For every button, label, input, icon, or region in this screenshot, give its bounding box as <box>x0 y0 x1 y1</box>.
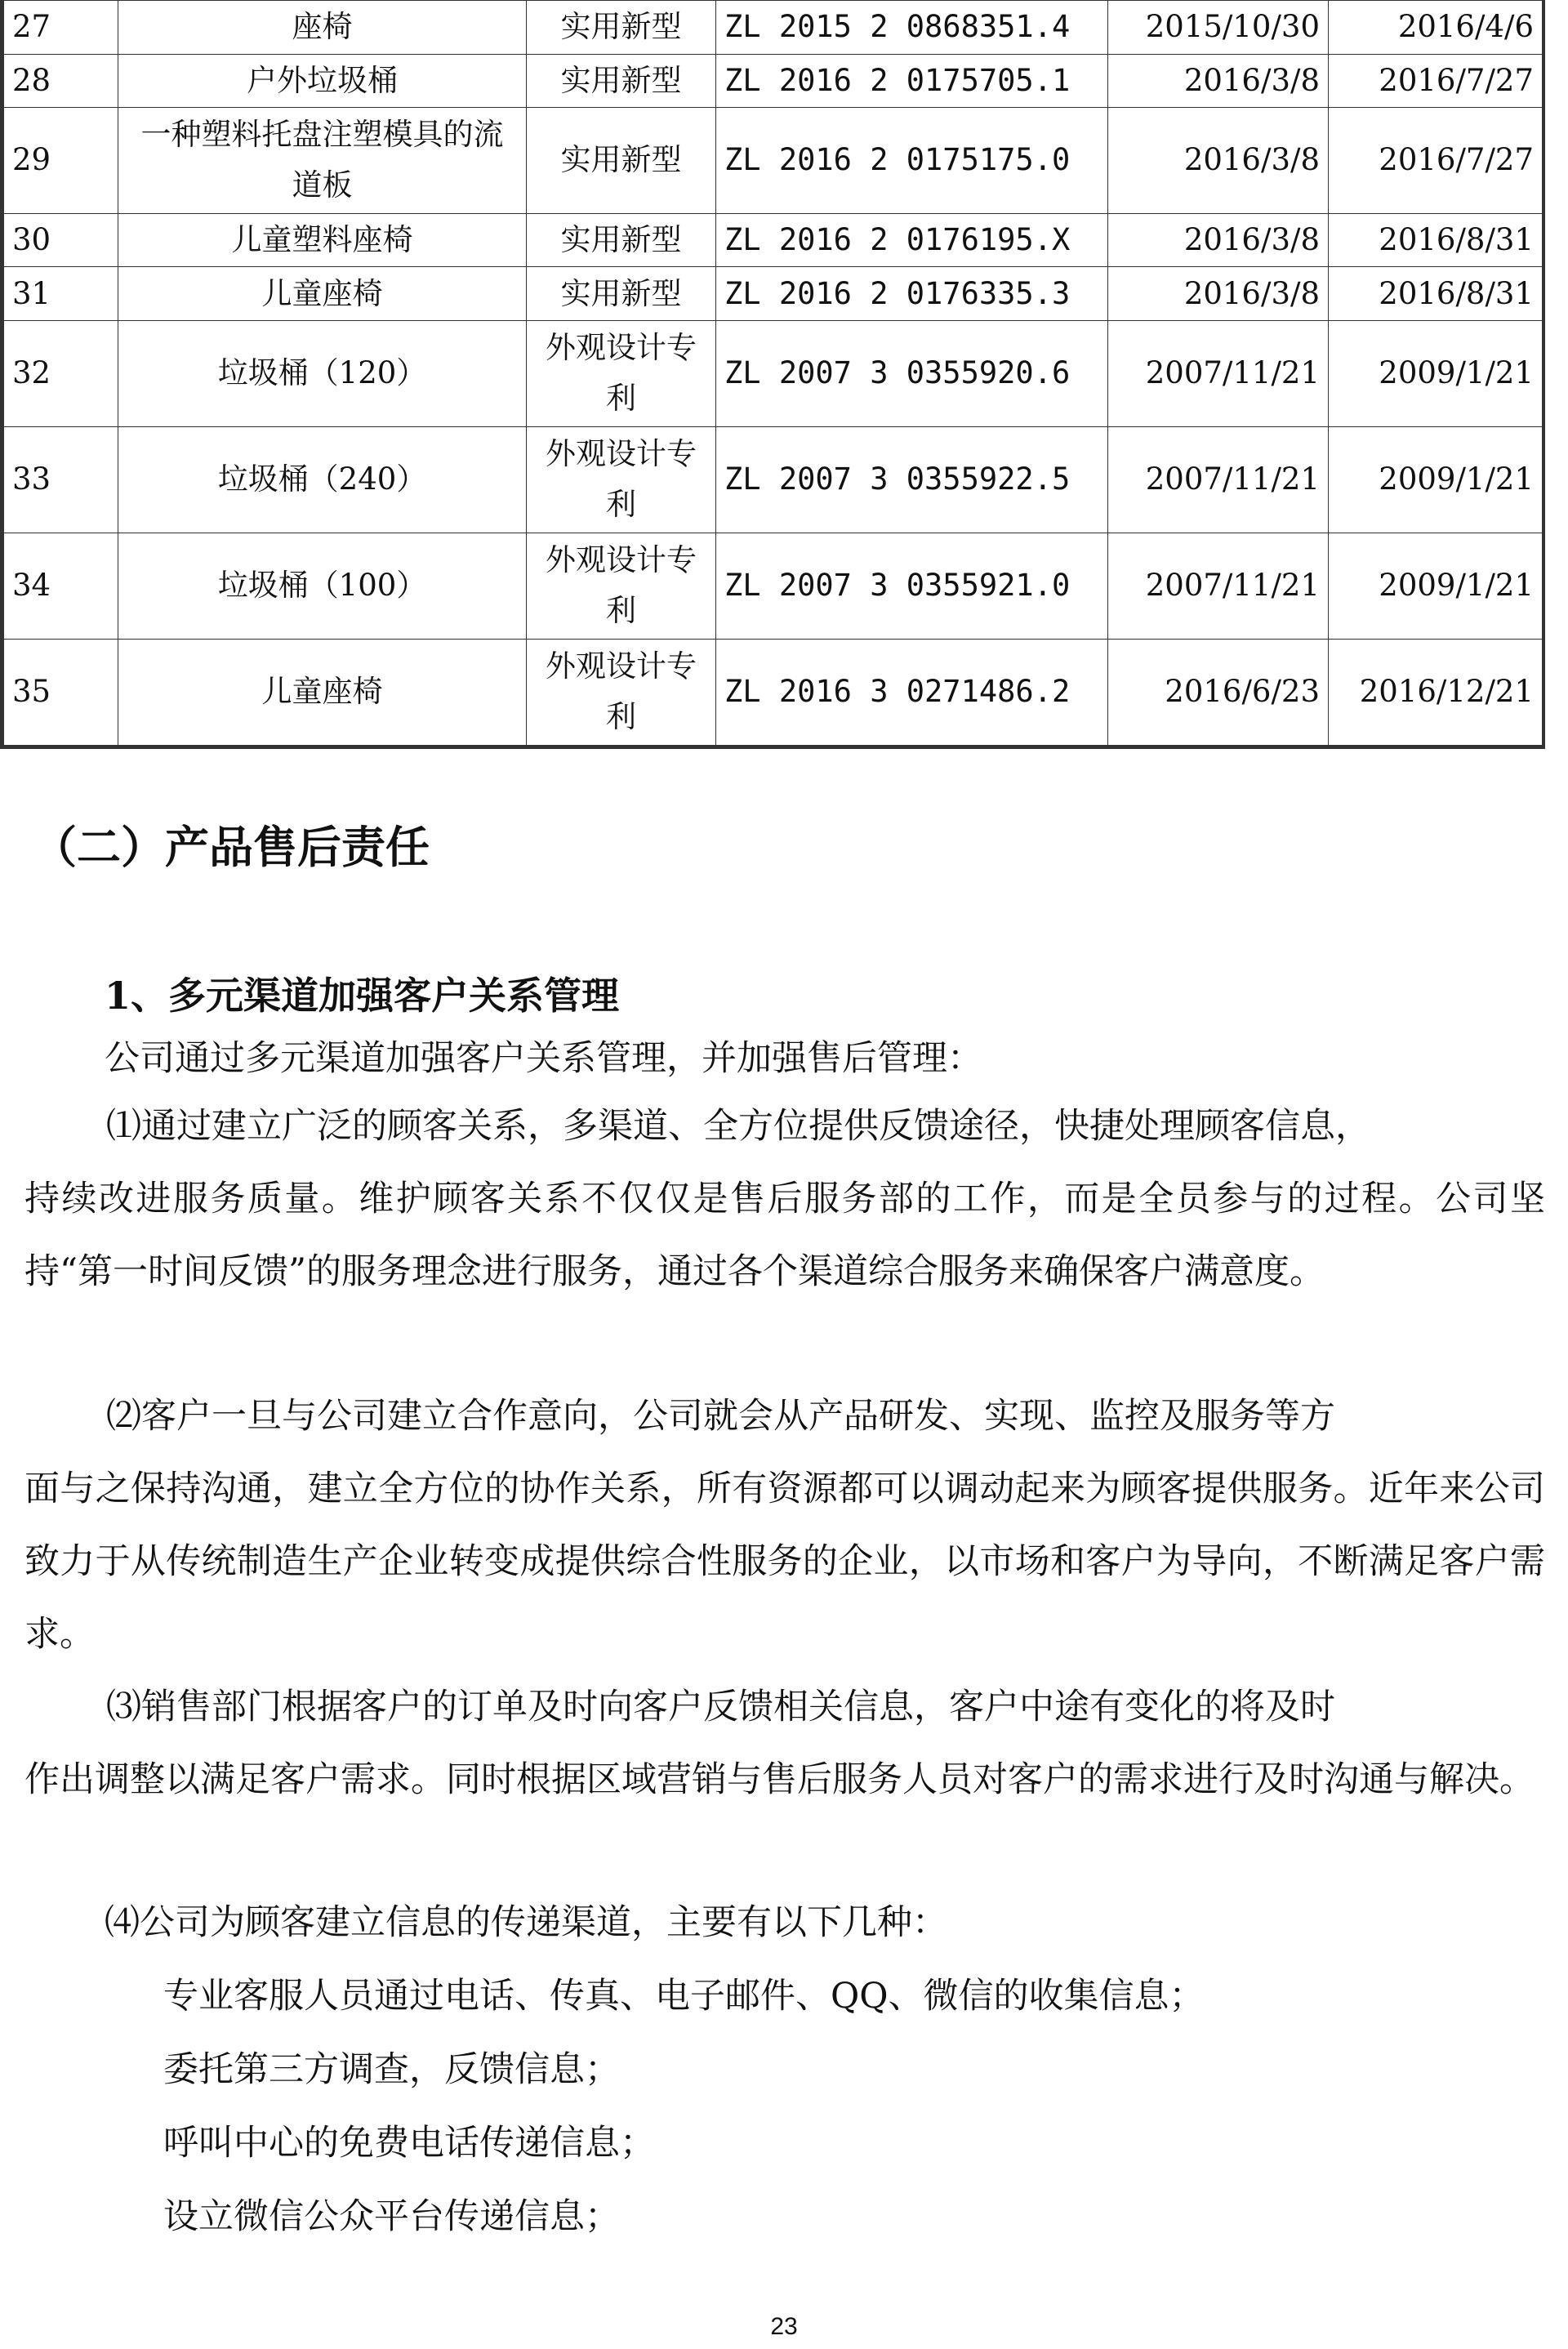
channel-item: 专业客服人员通过电话、传真、电子邮件、QQ、微信的收集信息； <box>163 1976 1205 2017</box>
table-row <box>4 426 1543 533</box>
grant-date-cell: 2009/1/21 <box>1329 320 1543 426</box>
patent-number-index-cell: 33 <box>4 426 118 533</box>
paragraph-4: ⑷公司为顾客建立信息的传递渠道，主要有以下几种： <box>105 1902 947 1943</box>
patent-name-cell: 垃圾桶（120） <box>118 320 527 426</box>
apply-date-cell: 2015/10/30 <box>1108 1 1329 55</box>
patent-type-cell: 外观设计专利 <box>527 426 716 533</box>
patent-id-cell: ZL 2016 2 0175705.1 <box>716 54 1108 108</box>
paragraph-1-first-line: ⑴通过建立广泛的顾客关系，多渠道、全方位提供反馈途径，快捷处理顾客信息， <box>106 1106 1370 1147</box>
grant-date-cell: 2009/1/21 <box>1329 533 1543 639</box>
patent-type-cell: 实用新型 <box>527 1 716 55</box>
intro-paragraph: 公司通过多元渠道加强客户关系管理，并加强售后管理： <box>105 1038 982 1079</box>
table-row <box>4 213 1543 267</box>
paragraph-1 <box>24 1090 1545 1308</box>
table-row <box>4 108 1543 214</box>
grant-date-cell: 2016/12/21 <box>1329 639 1543 745</box>
patent-name-cell: 儿童座椅 <box>118 267 527 321</box>
paragraph-2 <box>24 1380 1545 1671</box>
channel-item: 设立微信公众平台传递信息； <box>163 2196 620 2237</box>
paragraph-2-body: 面与之保持沟通，建立全方位的协作关系，所有资源都可以调动起来为顾客提供服务。近年来公司致力于从传统制造生产企业转变成提供综合性服务的企业，以市场和客户为导向，不断满足客户需求。 <box>24 1469 1545 1655</box>
grant-date-cell: 2016/7/27 <box>1329 54 1543 108</box>
patent-id-cell: ZL 2015 2 0868351.4 <box>716 1 1108 55</box>
patent-id-cell: ZL 2007 3 0355921.0 <box>716 533 1108 639</box>
paragraph-2-first-line: ⑵客户一旦与公司建立合作意向，公司就会从产品研发、实现、监控及服务等方 <box>106 1396 1335 1437</box>
patent-number-index-cell: 29 <box>4 108 118 214</box>
apply-date-cell: 2007/11/21 <box>1108 533 1329 639</box>
patent-name-cell: 儿童塑料座椅 <box>118 213 527 267</box>
patent-number-index-cell: 31 <box>4 267 118 321</box>
grant-date-cell: 2016/7/27 <box>1329 108 1543 214</box>
channel-item: 呼叫中心的免费电话传递信息； <box>163 2123 655 2164</box>
table-row <box>4 533 1543 639</box>
patent-name-cell: 户外垃圾桶 <box>118 54 527 108</box>
apply-date-cell: 2016/3/8 <box>1108 108 1329 214</box>
subsection-title: 1、多元渠道加强客户关系管理 <box>105 974 620 1018</box>
paragraph-1-body: 持续改进服务质量。维护顾客关系不仅仅是售后服务部的工作，而是全员参与的过程。公司坚持“第一时间反馈”的服务理念进行服务，通过各个渠道综合服务来确保客户满意度。 <box>24 1179 1545 1292</box>
grant-date-cell: 2016/8/31 <box>1329 267 1543 321</box>
table-row <box>4 54 1543 108</box>
patent-id-cell: ZL 2016 2 0176195.X <box>716 213 1108 267</box>
page-number: 23 <box>770 2313 798 2340</box>
patent-number-index-cell: 35 <box>4 639 118 745</box>
patent-number-index-cell: 27 <box>4 1 118 55</box>
patent-id-cell: ZL 2016 3 0271486.2 <box>716 639 1108 745</box>
patent-number-index-cell: 28 <box>4 54 118 108</box>
patent-name-cell: 垃圾桶（240） <box>118 426 527 533</box>
patent-type-cell: 外观设计专利 <box>527 320 716 426</box>
section-title: （二）产品售后责任 <box>33 821 430 873</box>
apply-date-cell: 2007/11/21 <box>1108 320 1329 426</box>
patent-type-cell: 外观设计专利 <box>527 639 716 745</box>
apply-date-cell: 2016/6/23 <box>1108 639 1329 745</box>
patent-name-cell: 一种塑料托盘注塑模具的流道板 <box>118 108 527 214</box>
patent-name-cell: 座椅 <box>118 1 527 55</box>
patent-name-cell: 儿童座椅 <box>118 639 527 745</box>
apply-date-cell: 2016/3/8 <box>1108 213 1329 267</box>
table-row <box>4 320 1543 426</box>
table-row <box>4 267 1543 321</box>
patent-table <box>3 0 1543 746</box>
patent-type-cell: 实用新型 <box>527 108 716 214</box>
patent-number-index-cell: 32 <box>4 320 118 426</box>
patent-number-index-cell: 34 <box>4 533 118 639</box>
apply-date-cell: 2007/11/21 <box>1108 426 1329 533</box>
paragraph-3 <box>24 1671 1545 1816</box>
patent-type-cell: 实用新型 <box>527 267 716 321</box>
patent-id-cell: ZL 2007 3 0355922.5 <box>716 426 1108 533</box>
apply-date-cell: 2016/3/8 <box>1108 267 1329 321</box>
paragraph-3-first-line: ⑶销售部门根据客户的订单及时向客户反馈相关信息，客户中途有变化的将及时 <box>106 1687 1335 1727</box>
patent-table-container <box>0 0 1545 749</box>
grant-date-cell: 2016/4/6 <box>1329 1 1543 55</box>
table-row <box>4 1 1543 55</box>
patent-type-cell: 外观设计专利 <box>527 533 716 639</box>
patent-id-cell: ZL 2007 3 0355920.6 <box>716 320 1108 426</box>
grant-date-cell: 2009/1/21 <box>1329 426 1543 533</box>
patent-name-cell: 垃圾桶（100） <box>118 533 527 639</box>
patent-type-cell: 实用新型 <box>527 54 716 108</box>
channel-item: 委托第三方调查，反馈信息； <box>163 2049 620 2090</box>
paragraph-3-body: 作出调整以满足客户需求。同时根据区域营销与售后服务人员对客户的需求进行及时沟通与解决。 <box>24 1759 1535 1800</box>
patent-type-cell: 实用新型 <box>527 213 716 267</box>
table-row <box>4 639 1543 745</box>
patent-id-cell: ZL 2016 2 0176335.3 <box>716 267 1108 321</box>
grant-date-cell: 2016/8/31 <box>1329 213 1543 267</box>
patent-number-index-cell: 30 <box>4 213 118 267</box>
apply-date-cell: 2016/3/8 <box>1108 54 1329 108</box>
patent-id-cell: ZL 2016 2 0175175.0 <box>716 108 1108 214</box>
